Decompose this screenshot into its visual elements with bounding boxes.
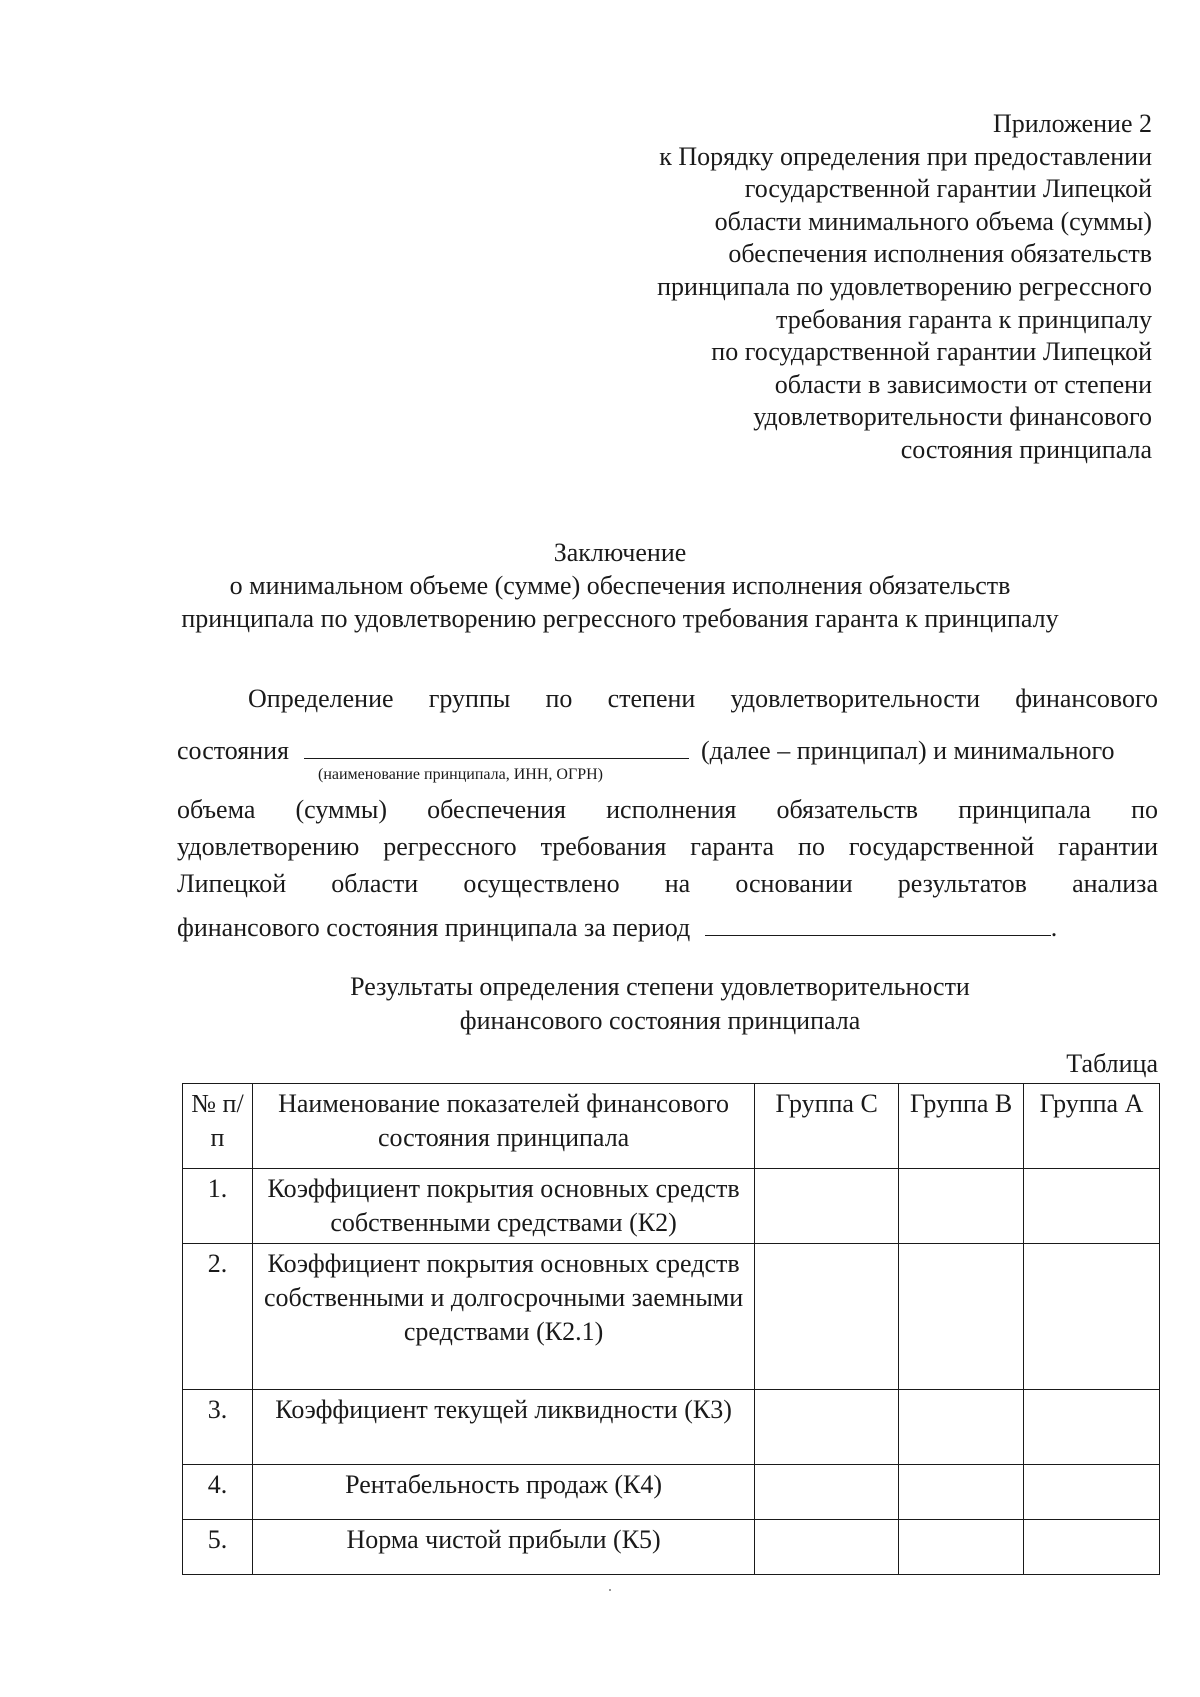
paragraph-line: Определение группы по степени удовлетворительности финансового (248, 684, 1158, 713)
paragraph-line-with-blank (177, 730, 1158, 764)
paragraph-line-with-blank (177, 907, 1158, 941)
results-title (300, 970, 1020, 1038)
principal-name-caption: (наименование принципала, ИНН, ОГРН) (318, 766, 603, 783)
appendix-line: требования гаранта к принципалу (776, 304, 1152, 334)
table-row (183, 1244, 1160, 1390)
paragraph-text: финансового состояния принципала за период (177, 913, 691, 942)
cell-group-b[interactable] (899, 1169, 1024, 1244)
row-num: 5. (183, 1520, 253, 1575)
paragraph-line: объема (суммы) обеспечения исполнения обязательств принципала по (177, 795, 1158, 824)
row-num: 1. (183, 1169, 253, 1244)
row-num: 2. (183, 1244, 253, 1390)
cell-group-a[interactable] (1024, 1465, 1160, 1520)
appendix-line: по государственной гарантии Липецкой (711, 337, 1152, 367)
appendix-line: к Порядку определения при предоставлении (659, 141, 1152, 171)
table-caption: Таблица (1066, 1049, 1158, 1078)
row-num: 3. (183, 1390, 253, 1465)
row-indicator-name: Норма чистой прибыли (К5) (252, 1520, 754, 1575)
cell-group-c[interactable] (755, 1244, 899, 1390)
row-indicator-name: Коэффициент текущей ликвидности (К3) (252, 1390, 754, 1465)
cell-group-c[interactable] (755, 1465, 899, 1520)
cell-group-b[interactable] (899, 1244, 1024, 1390)
header-num: № п/п (183, 1084, 253, 1169)
scan-speck (609, 1589, 611, 1591)
cell-group-c[interactable] (755, 1520, 899, 1575)
cell-group-a[interactable] (1024, 1244, 1160, 1390)
appendix-line: удовлетворительности финансового (753, 402, 1152, 432)
table-row (183, 1169, 1160, 1244)
cell-group-a[interactable] (1024, 1169, 1160, 1244)
cell-group-a[interactable] (1024, 1520, 1160, 1575)
cell-group-b[interactable] (899, 1390, 1024, 1465)
header-indicator-name: Наименование показателей финансового состояния принципала (252, 1084, 754, 1169)
appendix-line: состояния принципала (900, 434, 1152, 464)
results-title-line: Результаты определения степени удовлетворительности (350, 972, 970, 1001)
appendix-line: обеспечения исполнения обязательств (728, 239, 1152, 269)
conclusion-title: Заключение (553, 538, 687, 567)
table-row (183, 1465, 1160, 1520)
row-num: 4. (183, 1465, 253, 1520)
table-header-row (183, 1084, 1160, 1169)
table-row (183, 1390, 1160, 1465)
paragraph-line: удовлетворению регрессного требования гаранта по государственной гарантии (177, 832, 1158, 861)
row-indicator-name: Рентабельность продаж (К4) (252, 1465, 754, 1520)
cell-group-c[interactable] (755, 1169, 899, 1244)
cell-group-b[interactable] (899, 1520, 1024, 1575)
paragraph-text: . (1050, 913, 1058, 942)
paragraph-text: (далее – принципал) и минимального (701, 736, 1115, 765)
table-row (183, 1520, 1160, 1575)
header-group-a: Группа А (1024, 1084, 1160, 1169)
row-indicator-name: Коэффициент покрытия основных средств собственными средствами (К2) (252, 1169, 754, 1244)
appendix-line: государственной гарантии Липецкой (744, 174, 1152, 204)
conclusion-subtitle-line: принципала по удовлетворению регрессного требования гаранта к принципалу (181, 604, 1059, 633)
results-title-line: финансового состояния принципала (459, 1006, 861, 1035)
period-blank[interactable] (705, 907, 1051, 936)
appendix-line: принципала по удовлетворению регрессного (657, 271, 1152, 301)
appendix-line: области минимального объема (суммы) (714, 206, 1152, 236)
appendix-line: области в зависимости от степени (774, 369, 1152, 399)
header-group-b: Группа В (899, 1084, 1024, 1169)
appendix-line: Приложение 2 (992, 109, 1152, 138)
row-indicator-name: Коэффициент покрытия основных средств собственными и долгосрочными заемными средствами (К2.1) (252, 1244, 754, 1390)
principal-name-blank[interactable] (304, 730, 689, 759)
cell-group-c[interactable] (755, 1390, 899, 1465)
header-group-c: Группа С (755, 1084, 899, 1169)
paragraph-text: состояния (177, 736, 289, 765)
results-table (182, 1083, 1160, 1575)
cell-group-a[interactable] (1024, 1390, 1160, 1465)
conclusion-subtitle-line: о минимальном объеме (сумме) обеспечения исполнения обязательств (229, 571, 1011, 600)
paragraph-line: Липецкой области осуществлено на основании результатов анализа (177, 869, 1158, 898)
cell-group-b[interactable] (899, 1465, 1024, 1520)
conclusion-title-block (170, 536, 1070, 635)
appendix-header (512, 108, 1152, 467)
